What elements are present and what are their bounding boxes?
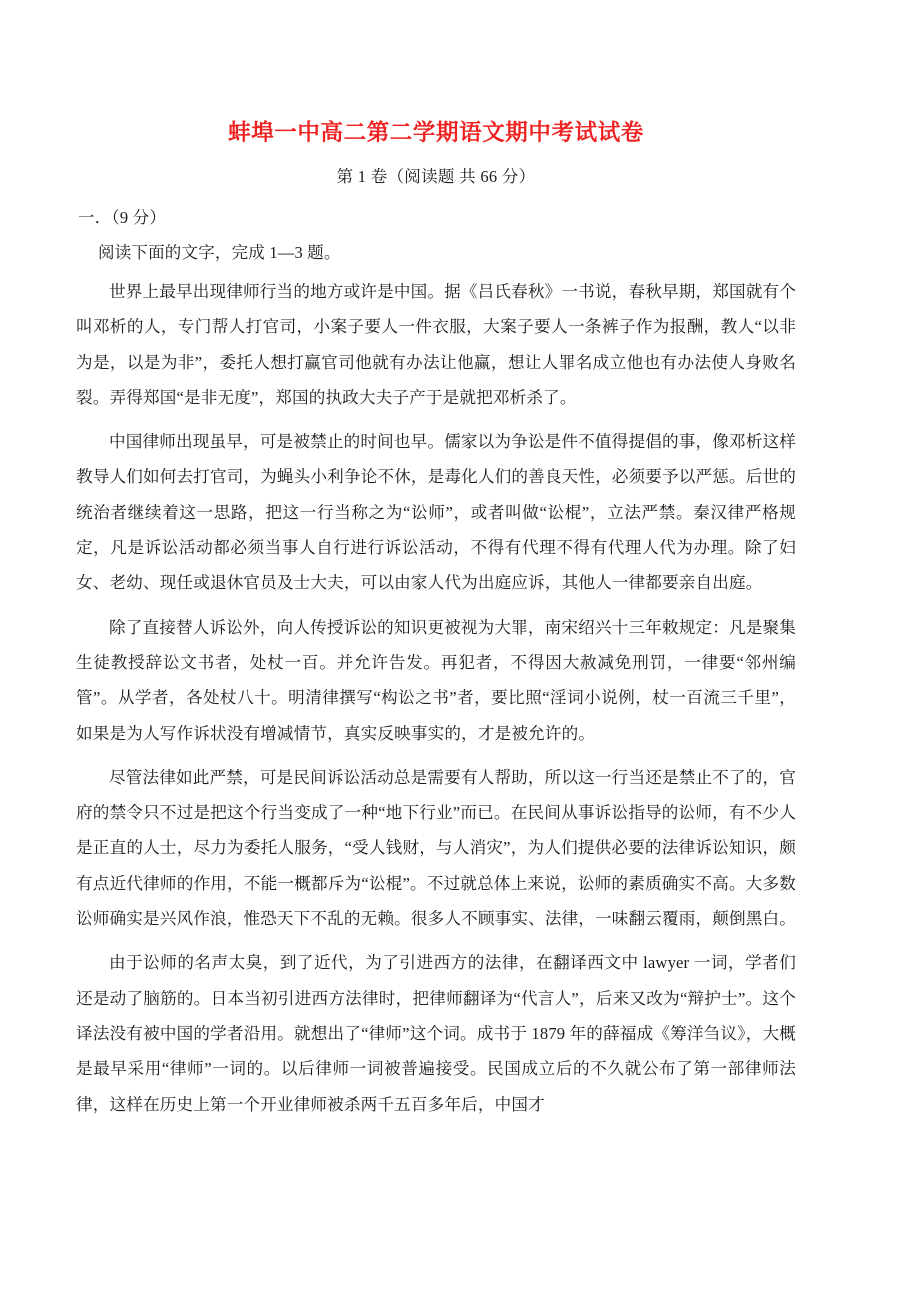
body-paragraph: 由于讼师的名声太臭，到了近代，为了引进西方的法律，在翻译西文中 lawyer 一词，学者们还是动了脑筋的。日本当初引进西方法律时，把律师翻译为“代言人”，后来又改为“辩护士”。这个译法没有被中国的学者沿用。就想出了“律师”这个词。成书于 1879 年的薛福成《筹洋刍议》，大概是最早采用“律师”一词的。以后律师一词被普遍接受。民国成立后的不久就公布了第一部律师法律，这样在历史上第一个开业律师被杀两千五百多年后，中国才 bbox=[76, 953, 796, 1114]
reading-instruction: 阅读下面的文字，完成 1—3 题。 bbox=[98, 243, 341, 262]
body-paragraph: 尽管法律如此严禁，可是民间诉讼活动总是需要有人帮助，所以这一行当还是禁止不了的，官府的禁令只不过是把这个行当变成了一种“地下行业”而已。在民间从事诉讼指导的讼师，有不少人是正直的人士，尽力为委托人服务，“受人钱财，与人消灾”，为人们提供必要的法律诉讼知识，颇有点近代律师的作用，不能一概都斥为“讼棍”。不过就总体上来说，讼师的素质确实不高。大多数讼师确实是兴风作浪，惟恐天下不乱的无赖。很多人不顾事实、法律，一味翻云覆雨，颠倒黑白。 bbox=[76, 767, 796, 929]
body-paragraph: 中国律师出现虽早，可是被禁止的时间也早。儒家以为争讼是件不值得提倡的事，像邓析这样教导人们如何去打官司，为蝇头小利争论不休，是毒化人们的善良天性，必须要予以严惩。后世的统治者继续着这一思路，把这一行当称之为“讼师”，或者叫做“讼棍”，立法严禁。秦汉律严格规定，凡是诉讼活动都必须当事人自行进行诉讼活动，不得有代理不得有代理人代为办理。除了妇女、老幼、现任或退休官员及士大夫，可以由家人代为出庭应诉，其他人一律都要亲自出庭。 bbox=[76, 432, 796, 593]
page-title: 蚌埠一中高二第二学期语文期中考试试卷 bbox=[228, 120, 644, 145]
body-paragraph: 除了直接替人诉讼外，向人传授诉讼的知识更被视为大罪，南宋绍兴十三年敕规定：凡是聚集生徒教授辞讼文书者，处杖一百。并允许告发。再犯者，不得因大赦减免刑罚，一律要“邻州编管”。从学者，各处杖八十。明清律撰写“构讼之书”者，要比照“淫词小说例，杖一百流三千里”，如果是为人写作诉状没有增减情节，真实反映事实的，才是被允许的。 bbox=[76, 617, 796, 743]
document-subtitle: 第 1 卷（阅读题 共 66 分） bbox=[336, 167, 536, 186]
document-content bbox=[76, 0, 796, 1122]
body-paragraph: 世界上最早出现律师行当的地方或许是中国。据《吕氏春秋》一书说，春秋早期，郑国就有个叫邓析的人，专门帮人打官司，小案子要人一件衣服，大案子要人一条裤子作为报酬，教人“以非为是，以是为非”，委托人想打赢官司他就有办法让他赢，想让人罪名成立他也有办法使人身败名裂。弄得郑国“是非无度”，郑国的执政大夫子产于是就把邓析杀了。 bbox=[76, 282, 796, 407]
section-heading: 一．（9 分） bbox=[78, 208, 167, 227]
